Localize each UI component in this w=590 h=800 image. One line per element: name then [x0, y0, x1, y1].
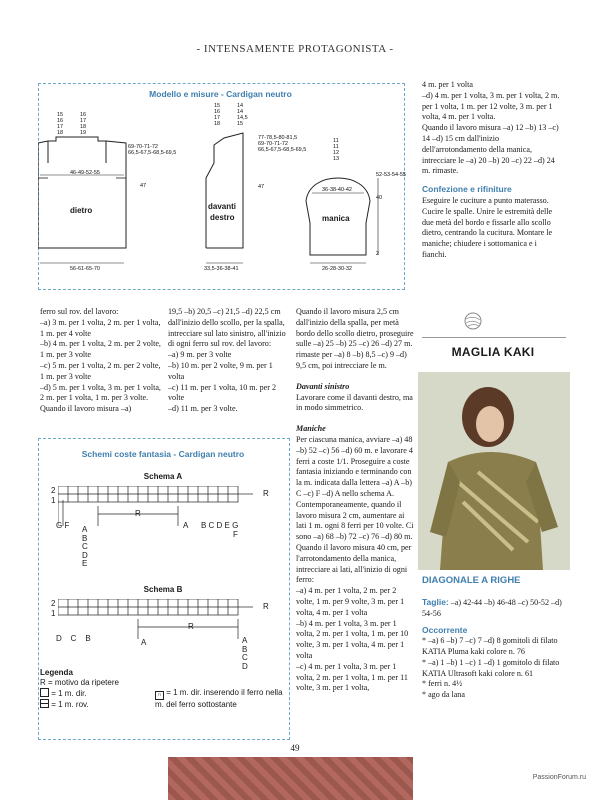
dietro-shoulder-nums: 69-70-71-72 66,5-67,5-68,5-69,5 [128, 144, 177, 156]
schema-b-letter-A: A [141, 638, 147, 647]
special-stitch-icon: ∩ [155, 691, 164, 700]
schema-a-letter-A: A [183, 521, 189, 530]
schema-a-letter-F: F [233, 530, 238, 539]
col3-text [296, 307, 414, 694]
davanti-top-nums: 77-78,5-80-81,5 69-70-71-72 66,5-67,5-68,5-69,5 [258, 135, 307, 153]
davanti-bottom: 33,5-36-38-41 [204, 266, 239, 272]
col1-p5: Quando il lavoro misura –a) [40, 404, 132, 414]
davanti-label-2: destro [210, 213, 235, 222]
manica-right-bot: 2 [376, 251, 380, 257]
col1-p0: ferro sul rov. del lavoro: [40, 307, 119, 316]
dietro-chest: 46-49-52-55 [70, 170, 100, 176]
schema-b-title: Schema B [143, 585, 183, 594]
col2-p2: –b) 10 m. per 2 volte, 9 m. per 1 volta [168, 360, 273, 381]
col4-p3: Quando il lavoro misura –a) 12 –b) 13 –c) 14 –d) 15 cm dall'inizio dell'arrotondamento della manica, intrecciare le –a) 20 –b) 20 –c) 22 –d) 24 m. rimaste. [422, 123, 559, 176]
col1-p1: –a) 3 m. per 1 volta, 2 m. per 1 volta, 1 m. per 4 volte [40, 317, 161, 338]
maniche-p2: Quando il lavoro misura 40 cm, per l'arrotondamento della manica, intrecciare ai lati, all'inizio di ogni ferro: [296, 542, 412, 585]
davanti-top-left-nums: 15 16 17 18 [214, 103, 221, 127]
page-header: - INTENSAMENTE PROTAGONISTA - [196, 43, 394, 55]
col2-p1: –a) 9 m. per 3 volte [168, 350, 232, 360]
maglia-subtitle: DIAGONALE A RIGHE [422, 575, 521, 586]
model-photo [418, 372, 570, 570]
manica-bottom: 26-28-30-32 [322, 266, 352, 272]
maglia-block [422, 576, 562, 701]
taglie-label: Taglie: [422, 596, 449, 607]
schema-b-letters-right: A B C D [242, 636, 248, 671]
col1-p2: –b) 4 m. per 1 volta, 2 m. per 2 volte, 1 m. per 3 volte [40, 339, 161, 360]
maniche-title: Maniche [296, 424, 326, 434]
maglia-title: MAGLIA KAKI [451, 345, 535, 359]
legenda-item-rov: = 1 m. rov. [40, 699, 285, 710]
manica-top-width: 36-38-40-42 [322, 187, 352, 193]
legenda-item-special: ∩ = 1 m. dir. inserendo il ferro nella m. del ferro sottostante [155, 688, 283, 709]
schema-b-row1: 1 [51, 609, 56, 618]
schema-a-letters-left: G F [56, 521, 70, 530]
schema-a-title: Schema A [143, 472, 183, 481]
col4-p2: –d) 4 m. per 1 volta, 3 m. per 1 volta, 2 m. per 1 volta, 1 m. per 12 volte, 3 m. per 1 volta, 4 m. per 1 volta. [422, 90, 560, 122]
davanti-sinistro-text: Lavorare come il davanti destro, ma in modo simmetrico. [296, 392, 413, 413]
divider-line [422, 337, 566, 338]
manica-right-mid: 40 [376, 195, 383, 201]
col2-p0: 19,5 –b) 20,5 –c) 21,5 –d) 22,5 cm dall'inizio dello scollo, per la spalla, intrecciare sul lato sinistro, all'inizio di ogni ferro sul rov. del lavoro: [168, 307, 286, 349]
manica-right-top: 52-53-54-55 [376, 172, 406, 178]
dietro-top-right-nums: 16 17 18 19 [80, 112, 87, 136]
schema-a-R-right: R [263, 489, 269, 498]
maniche-p1: Per ciascuna manica, avviare –a) 48 –b) 52 –c) 56 –d) 60 m. e lavorare 4 ferri a coste 1/1. Proseguire a coste fantasia iniziando e terminando con la m. indicata dalla lettera –a) A –b) C –c) F –d) A nello schema A. Contemporaneamente, quando il lavoro misura 2 cm, aumentare ai lati 1 m. ogni 8 ferri per 10 volte. Ci sono –a) 68 –b) 72 –c) 76 –d) 80 m. [296, 434, 414, 542]
schema-b-letters-bottom: D C B [56, 634, 91, 643]
taglie-values: –a) 42-44 –b) 46-48 –c) 50-52 –d) 54-56 [422, 597, 562, 618]
legenda-title: Legenda [40, 668, 73, 677]
dietro-label: dietro [70, 206, 93, 215]
maniche-list-2: –c) 4 m. per 1 volta, 3 m. per 1 volta, 2 m. per 1 volta, 1 m. per 11 volte, 3 m. per 1 volta, [296, 661, 408, 693]
col1-text [40, 307, 162, 415]
col2-p3: –c) 11 m. per 1 volta, 10 m. per 2 volte [168, 382, 277, 403]
schema-b [38, 583, 288, 673]
occorrente-2: * ferri n. 4½ [422, 679, 463, 689]
schema-a-grid [58, 486, 258, 546]
schema-a-row2: 2 [51, 486, 56, 495]
davanti-side: 47 [258, 184, 265, 190]
dir-stitch-icon [40, 688, 49, 697]
legenda-item-r: R = motivo da ripetere [40, 678, 119, 687]
dietro-bottom: 56-61-65-70 [70, 266, 100, 272]
schema-b-grid [58, 599, 258, 659]
schema-b-R-mid: R [188, 622, 194, 631]
dietro-side: 47 [140, 183, 147, 189]
page-number: 49 [290, 743, 300, 753]
col1-p4: –d) 5 m. per 1 volta, 3 m. per 1 volta, 2 m. per 1 volta, 1 m. per 3 volte. [40, 382, 161, 403]
col2-text [168, 307, 288, 415]
yarn-texture-strip [168, 757, 413, 800]
col1-p3: –c) 5 m. per 1 volta, 2 m. per 2 volte, 1 m. per 3 volte [40, 360, 161, 381]
schema-a-letters-right: B C D E G [201, 521, 239, 530]
rov-stitch-icon [40, 699, 49, 708]
col4-text [422, 80, 560, 261]
schema-a [38, 470, 288, 580]
dietro-top-left-nums: 15 16 17 18 [57, 112, 64, 136]
schema-b-row2: 2 [51, 599, 56, 608]
schematic-drawings [38, 83, 403, 288]
maniche-list-0: –a) 4 m. per 1 volta, 2 m. per 2 volte, 1 m. per 9 volte, 3 m. per 1 volta, 4 m. per 1 volta [296, 586, 405, 617]
manica-label: manica [322, 214, 350, 223]
occorrente-3: * ago da lana [422, 690, 465, 700]
col2-p4: –d) 11 m. per 3 volte. [168, 404, 238, 414]
confezione-title: Confezione e rifiniture [422, 184, 512, 195]
maniche-list-1: –b) 4 m. per 1 volta, 3 m. per 1 volta, 2 m. per 1 volta, 1 m. per 10 volte, 3 m. per 1 volta, 4 m. per 1 volta [296, 618, 409, 660]
schema-b-R-right: R [263, 602, 269, 611]
model-photo-illustration [418, 372, 570, 570]
occorrente-label: Occorrente [422, 625, 468, 636]
davanti-label-1: davanti [208, 202, 237, 211]
occorrente-1: * –a) 1 –b) 1 –c) 1 –d) 1 gomitolo di filato KATIA Ultrasoft kaki colore n. 61 [422, 657, 560, 678]
schemi-title: Schemi coste fantasia - Cardigan neutro [81, 449, 245, 459]
watermark: PassionForum.ru [532, 774, 586, 781]
davanti-sinistro-title: Davanti sinistro [296, 381, 350, 391]
schema-a-letters-col: A B C D E [82, 525, 88, 568]
col3-p1: Quando il lavoro misura 2,5 cm dall'inizio della spalla, per metà bordo dello scollo dietro, proseguire sulle –a) 25 –b) 25 –c) 26 –d) 27 m. rimaste per –a) 8 –b) 8,5 –c) 9 –d) 9,5 cm, poi intrecciare le m. [296, 307, 414, 370]
legenda-item-dir: = 1 m. dir. [40, 688, 285, 699]
yarn-ball-icon [463, 311, 483, 331]
schema-a-R-mid: R [135, 509, 141, 518]
occorrente-0: * –a) 6 –b) 7 –c) 7 –d) 8 gomitoli di filato KATIA Pluma kaki colore n. 76 [422, 636, 558, 656]
taglie [422, 597, 562, 620]
manica-top-nums: 11 11 12 13 [333, 138, 340, 162]
legenda [40, 668, 285, 710]
model-box-title: Modello e misure - Cardigan neutro [149, 89, 292, 99]
schema-a-row1: 1 [51, 496, 56, 505]
confezione-text: Eseguire le cuciture a punto materasso. Cucire le spalle. Unire le estremità delle due metà del bordo e fissarle allo scollo dietro, centrando la cucitura. Montare le maniche; chiudere i sottomanica e i fianchi. [422, 195, 553, 259]
davanti-top-right-nums: 14 14 14,5 15 [237, 103, 248, 127]
col4-p1: 4 m. per 1 volta [422, 80, 474, 89]
